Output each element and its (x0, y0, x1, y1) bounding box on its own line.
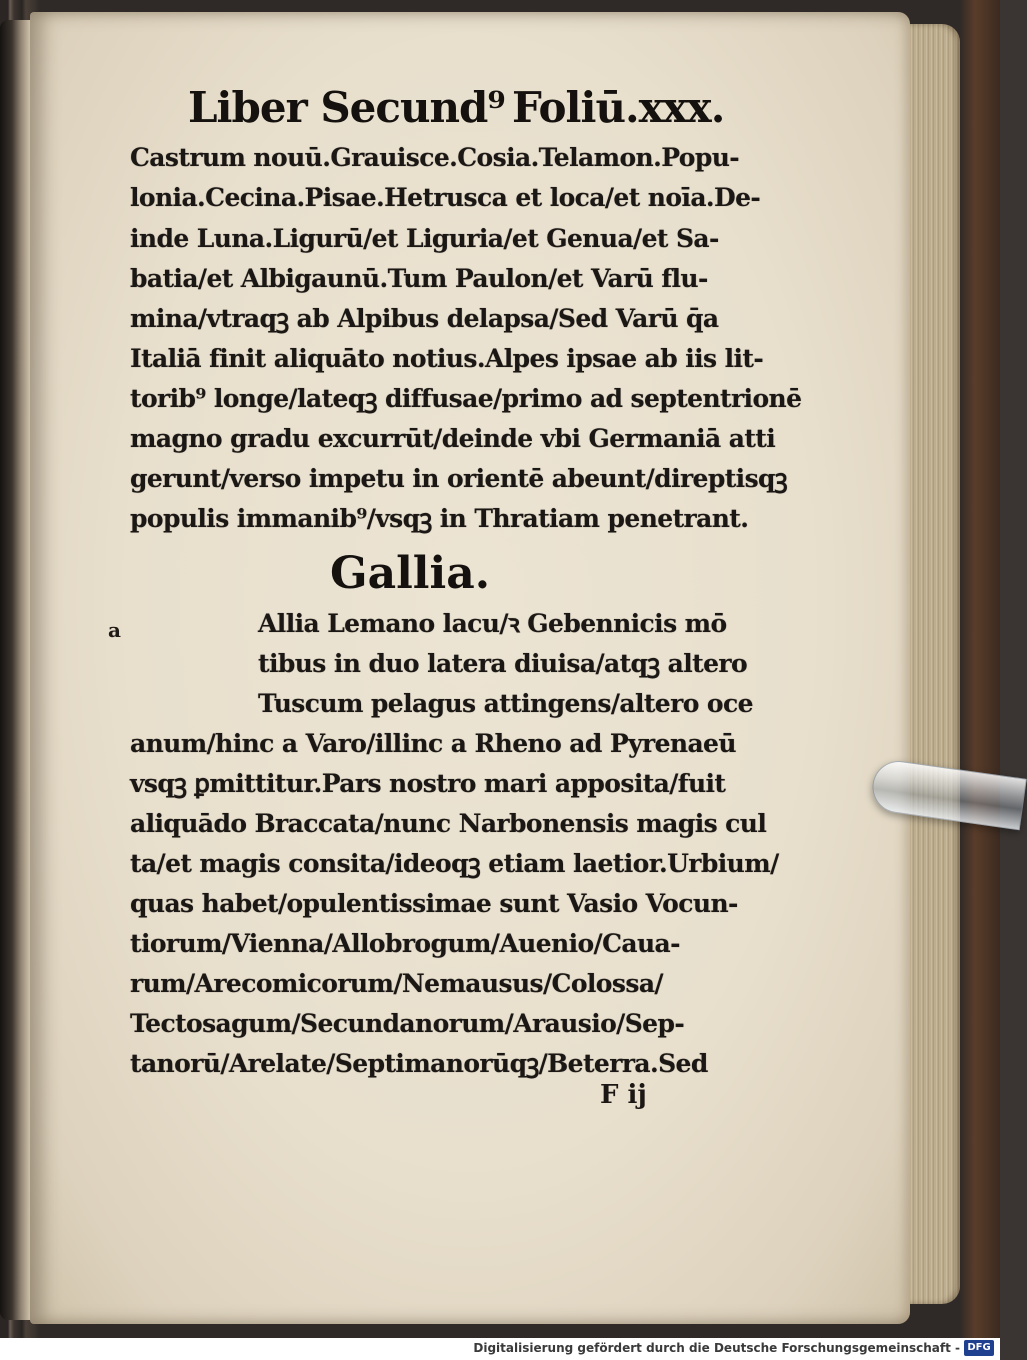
text-line: aliquādo Braccata/nunc Narbonensis magis cul (130, 809, 767, 838)
text-line: magno gradu excurrūt/deinde vbi Germaniā atti (130, 424, 776, 453)
section-heading: Gallia. (330, 548, 491, 599)
text-line: Tuscum pelagus attingens/altero oce (258, 689, 753, 718)
signature-mark: F ij (600, 1080, 647, 1110)
text-line: mina/vtraqꝫ ab Alpibus delapsa/Sed Varū q̄a (130, 304, 719, 333)
text-line: Tectosagum/Secundanorum/Arausio/Sep- (130, 1009, 685, 1038)
running-head-folio: Foliū.xxx. (512, 83, 725, 132)
text-line: populis immanib⁹/vsqꝫ in Thratiam penetrant. (130, 504, 749, 533)
text-line: Castrum nouū.Grauisce.Cosia.Telamon.Popu- (130, 143, 740, 172)
page-stack-edge (905, 24, 960, 1304)
text-line: tanorū/Arelate/Septimanorūqꝫ/Beterra.Sed (130, 1049, 708, 1078)
facing-page-edge (0, 20, 34, 1320)
gallia-text-block (130, 600, 779, 1100)
text-line: inde Luna.Ligurū/et Liguria/et Genua/et Sa- (130, 224, 719, 253)
running-head-book: Liber Secund⁹ (188, 83, 505, 132)
marginal-note: a (108, 618, 121, 642)
text-line: Allia Lemano lacu/ꝛ Gebennicis mō (258, 609, 727, 638)
text-line: quas habet/opulentissimae sunt Vasio Vocun- (130, 889, 738, 918)
text-line: torib⁹ longe/lateqꝫ diffusae/primo ad septentrionē (130, 384, 802, 413)
text-line: batia/et Albigaunū.Tum Paulon/et Varū flu- (130, 264, 708, 293)
text-line: vsqꝫ ꝑmittitur.Pars nostro mari apposita/fuit (130, 769, 726, 798)
text-line: gerunt/verso impetu in orientē abeunt/direptisqꝫ (130, 464, 788, 493)
text-line: tiorum/Vienna/Allobrogum/Auenio/Caua- (130, 929, 680, 958)
text-line: rum/Arecomicorum/Nemausus/Colossa/ (130, 969, 663, 998)
text-line: lonia.Cecina.Pisae.Hetrusca et loca/et noīa.De- (130, 183, 761, 212)
text-line: Italiā finit aliquāto notius.Alpes ipsae ab iis lit- (130, 344, 764, 373)
text-line: anum/hinc a Varo/illinc a Rheno ad Pyrenaeū (130, 729, 736, 758)
text-line: ta/et magis consita/ideoqꝫ etiam laetior.Urbium/ (130, 849, 779, 878)
dfg-logo-icon: DFG (964, 1340, 994, 1356)
footer-bar (0, 1338, 1000, 1360)
text-line: tibus in duo latera diuisa/atqꝫ altero (258, 649, 748, 678)
funding-credit: Digitalisierung gefördert durch die Deutsche Forschungsgemeinschaft - (473, 1341, 960, 1355)
